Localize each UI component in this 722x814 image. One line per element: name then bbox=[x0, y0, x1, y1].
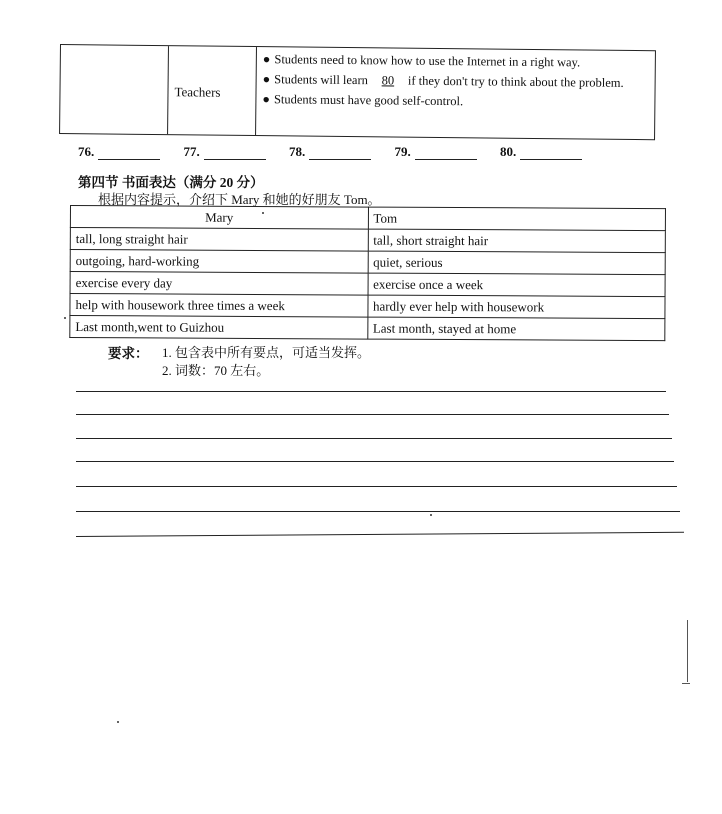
scan-speck bbox=[430, 514, 432, 516]
scan-speck bbox=[117, 721, 119, 723]
answer-number: 76. bbox=[78, 144, 95, 159]
answer-line[interactable] bbox=[520, 159, 582, 160]
requirement-item-1: 1. 包含表中所有要点，可适当发挥。 bbox=[162, 345, 371, 360]
writing-line[interactable] bbox=[76, 391, 666, 392]
cell-mary: Last month,went to Guizhou bbox=[70, 316, 368, 340]
header-tom: Tom bbox=[368, 207, 666, 231]
answer-line[interactable] bbox=[309, 159, 371, 160]
answer-blank[interactable] bbox=[500, 144, 582, 160]
bullet-text: Students will learn bbox=[274, 72, 369, 88]
requirement-item-2: 2. 词数：70 左右。 bbox=[162, 363, 270, 378]
writing-line[interactable] bbox=[76, 461, 674, 462]
bullet-dot-icon: ● bbox=[262, 92, 271, 107]
top-table-empty-cell bbox=[60, 45, 169, 134]
cell-tom: quiet, serious bbox=[368, 251, 666, 275]
table-header-row bbox=[70, 206, 665, 231]
table-row bbox=[70, 228, 665, 253]
answer-number: 77. bbox=[183, 144, 200, 159]
cell-mary: help with housework three times a week bbox=[70, 294, 368, 318]
row-label-teachers: Teachers bbox=[174, 84, 221, 100]
bullet-item bbox=[262, 92, 648, 111]
bullet-item bbox=[263, 52, 649, 71]
bullet-text: if they don't try to think about the problem. bbox=[407, 73, 624, 90]
scan-speck bbox=[64, 317, 66, 319]
bullet-item bbox=[263, 72, 649, 91]
answer-blank[interactable] bbox=[184, 144, 266, 160]
writing-line[interactable] bbox=[76, 438, 672, 439]
table-row bbox=[70, 294, 665, 319]
bullet-dot-icon: ● bbox=[262, 52, 271, 67]
writing-line[interactable] bbox=[76, 486, 677, 487]
answer-blank[interactable] bbox=[395, 144, 477, 160]
cell-mary: tall, long straight hair bbox=[70, 228, 368, 252]
answer-number: 79. bbox=[394, 144, 411, 159]
cell-tom: tall, short straight hair bbox=[368, 229, 666, 253]
answer-line[interactable] bbox=[415, 159, 477, 160]
top-table-row-label-cell bbox=[168, 46, 257, 135]
header-mary: Mary bbox=[70, 206, 368, 230]
answer-line[interactable] bbox=[204, 159, 266, 160]
cell-tom: hardly ever help with housework bbox=[367, 295, 665, 319]
section-instruction: 根据内容提示，介绍下 Mary 和她的好朋友 Tom。 bbox=[98, 192, 381, 207]
answer-blank[interactable] bbox=[289, 144, 371, 160]
table-row bbox=[70, 316, 665, 341]
writing-line[interactable] bbox=[76, 532, 684, 537]
blank-80: 80 bbox=[381, 73, 395, 88]
answer-number: 78. bbox=[289, 144, 306, 159]
cell-mary: exercise every day bbox=[70, 272, 368, 296]
table-row bbox=[70, 250, 665, 275]
writing-line[interactable] bbox=[76, 414, 669, 415]
table-row bbox=[70, 272, 665, 297]
scan-edge-mark bbox=[687, 620, 688, 682]
cell-tom: exercise once a week bbox=[368, 273, 666, 297]
answer-blanks-row bbox=[78, 144, 602, 160]
writing-line[interactable] bbox=[76, 511, 680, 512]
mary-tom-table bbox=[69, 205, 666, 341]
cell-tom: Last month, stayed at home bbox=[367, 317, 665, 341]
top-table-bullets-cell bbox=[256, 47, 655, 139]
bullet-dot-icon: ● bbox=[262, 72, 271, 87]
bullet-text: Students need to know how to use the Internet in a right way. bbox=[274, 52, 581, 70]
scan-speck bbox=[262, 212, 264, 214]
scan-edge-mark bbox=[682, 683, 690, 684]
cell-mary: outgoing, hard-working bbox=[70, 250, 368, 274]
bullet-text: Students must have good self-control. bbox=[273, 92, 464, 109]
section-title: 第四节 书面表达（满分 20 分） bbox=[78, 175, 264, 190]
answer-blank[interactable] bbox=[78, 144, 160, 160]
top-table bbox=[59, 44, 656, 140]
requirements-label: 要求： bbox=[108, 346, 149, 361]
answer-number: 80. bbox=[500, 144, 517, 159]
answer-line[interactable] bbox=[98, 159, 160, 160]
